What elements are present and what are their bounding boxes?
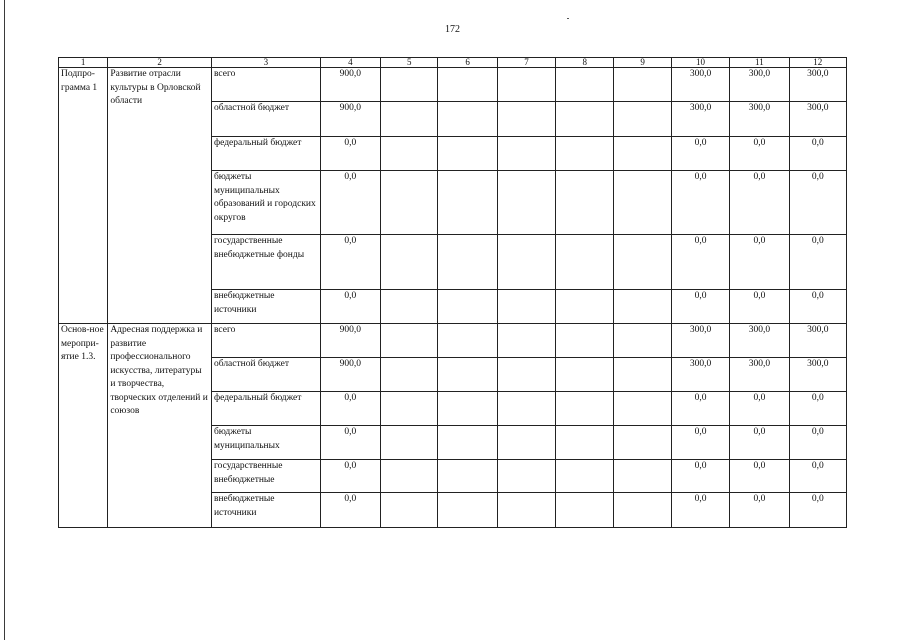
value-col10: 300,0 [671,358,729,392]
value-col4: 0,0 [320,493,380,528]
value-col11: 300,0 [730,358,789,392]
funding-source: внебюджетные источники [211,290,320,324]
value-col4: 0,0 [320,426,380,460]
section-code: Основ-ное меропри-ятие 1.3. [59,324,108,528]
funding-source: государственные внебюджетные фонды [211,235,320,290]
budget-table [58,57,847,528]
table-row [59,324,847,358]
value-col11: 0,0 [730,235,789,290]
value-col10: 300,0 [671,324,729,358]
value-col12: 300,0 [789,102,846,137]
funding-source: внебюджетные источники [211,493,320,528]
value-col4: 0,0 [320,460,380,493]
value-col11: 300,0 [730,324,789,358]
value-col11: 300,0 [730,68,789,102]
column-number: 6 [438,58,497,68]
value-col10: 0,0 [671,460,729,493]
section-name: Развитие отрасли культуры в Орловской области [108,68,212,324]
value-col11: 0,0 [730,392,789,426]
funding-source: федеральный бюджет [211,137,320,171]
value-col10: 0,0 [671,426,729,460]
value-col4: 0,0 [320,171,380,235]
section-code: Подпро-грамма 1 [59,68,108,324]
value-col12: 0,0 [789,493,846,528]
value-col11: 0,0 [730,290,789,324]
value-col12: 0,0 [789,235,846,290]
value-col4: 0,0 [320,137,380,171]
page-number: 172 [445,24,460,35]
funding-source: областной бюджет [211,358,320,392]
column-number: 11 [730,58,789,68]
funding-source: всего [211,324,320,358]
value-col10: 0,0 [671,392,729,426]
value-col11: 0,0 [730,426,789,460]
scan-speck [567,18,569,19]
funding-source: бюджеты муниципальных [211,426,320,460]
funding-source: бюджеты муниципальных образований и городских округов [211,171,320,235]
table-row [59,68,847,102]
column-number: 8 [556,58,614,68]
column-number: 12 [789,58,846,68]
value-col10: 0,0 [671,137,729,171]
value-col11: 0,0 [730,493,789,528]
value-col4: 0,0 [320,392,380,426]
value-col12: 0,0 [789,426,846,460]
value-col10: 0,0 [671,290,729,324]
column-number: 2 [108,58,212,68]
value-col10: 0,0 [671,171,729,235]
value-col11: 300,0 [730,102,789,137]
column-number: 9 [614,58,671,68]
funding-source: федеральный бюджет [211,392,320,426]
value-col4: 900,0 [320,68,380,102]
funding-source: всего [211,68,320,102]
column-number: 7 [497,58,555,68]
value-col10: 0,0 [671,493,729,528]
value-col4: 900,0 [320,102,380,137]
value-col4: 900,0 [320,324,380,358]
value-col4: 0,0 [320,290,380,324]
value-col4: 900,0 [320,358,380,392]
value-col10: 300,0 [671,68,729,102]
funding-source: государственные внебюджетные [211,460,320,493]
column-number: 10 [671,58,729,68]
value-col12: 0,0 [789,392,846,426]
value-col11: 0,0 [730,137,789,171]
value-col10: 300,0 [671,102,729,137]
column-number: 1 [59,58,108,68]
column-number-row [59,58,847,68]
value-col12: 0,0 [789,460,846,493]
value-col4: 0,0 [320,235,380,290]
value-col12: 300,0 [789,324,846,358]
scan-edge-line [4,0,5,640]
funding-source: областной бюджет [211,102,320,137]
value-col11: 0,0 [730,460,789,493]
value-col12: 0,0 [789,137,846,171]
value-col11: 0,0 [730,171,789,235]
column-number: 5 [381,58,438,68]
value-col10: 0,0 [671,235,729,290]
value-col12: 300,0 [789,358,846,392]
value-col12: 0,0 [789,290,846,324]
section-name: Адресная поддержка и развитие профессионального искусства, литературы и творчества, творческих отделений и союзов [108,324,212,528]
value-col12: 300,0 [789,68,846,102]
column-number: 3 [211,58,320,68]
value-col12: 0,0 [789,171,846,235]
column-number: 4 [320,58,380,68]
